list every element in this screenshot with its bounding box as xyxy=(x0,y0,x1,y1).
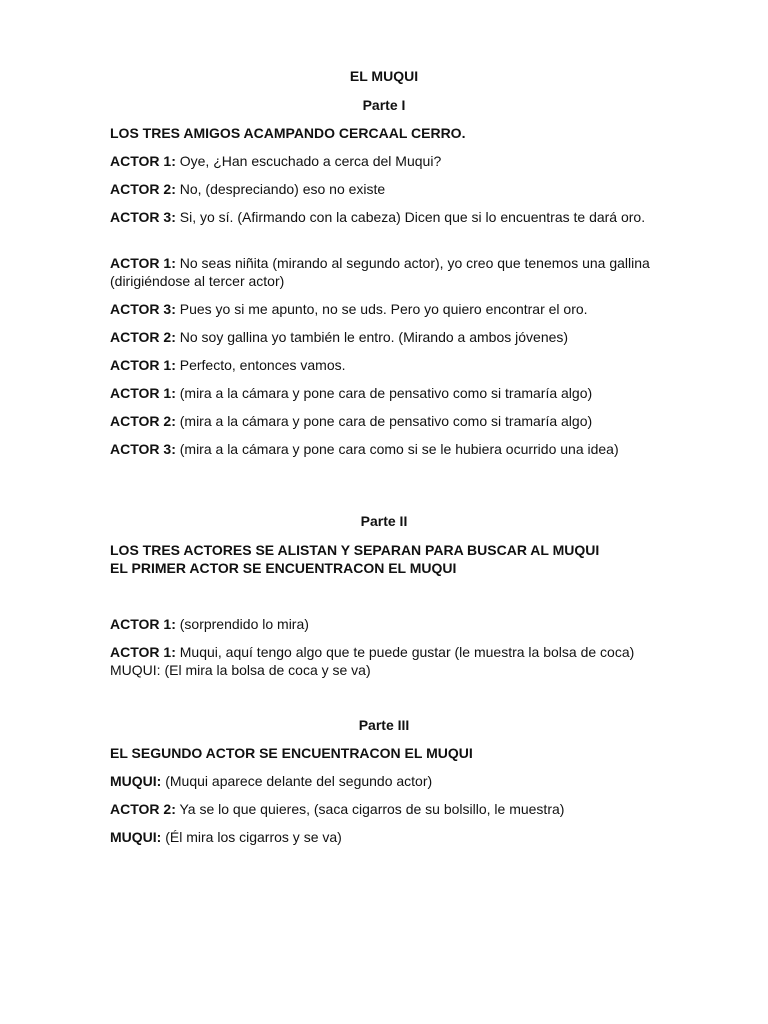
dialogue-line xyxy=(110,328,670,346)
dialogue-line xyxy=(110,180,670,198)
dialogue-text: Perfecto, entonces vamos. xyxy=(179,357,346,373)
dialogue-text: (Él mira los cigarros y se va) xyxy=(165,829,342,845)
dialogue-line xyxy=(110,254,670,290)
dialogue-line xyxy=(110,300,670,318)
dialogue-text: (mira a la cámara y pone cara como si se le hubiera ocurrido una idea) xyxy=(179,441,619,457)
dialogue-text: Ya se lo que quieres, (saca cigarros de su bolsillo, le muestra) xyxy=(179,801,565,817)
dialogue-text: (mira a la cámara y pone cara de pensativo como si tramaría algo) xyxy=(179,385,593,401)
dialogue-text: (Muqui aparece delante del segundo actor) xyxy=(165,773,433,789)
dialogue-text: No soy gallina yo también le entro. (Mirando a ambos jóvenes) xyxy=(179,329,569,345)
part-3-label: Parte III xyxy=(358,717,410,733)
speaker-label: ACTOR 1: xyxy=(110,255,176,271)
speaker-label: ACTOR 2: xyxy=(110,801,176,817)
speaker-label: ACTOR 2: xyxy=(110,413,176,429)
speaker-label: ACTOR 1: xyxy=(110,385,176,401)
dialogue-text: (mira a la cámara y pone cara de pensativo como si tramaría algo) xyxy=(179,413,593,429)
dialogue-line xyxy=(110,643,670,679)
speaker-label: ACTOR 1: xyxy=(110,357,176,373)
dialogue-line xyxy=(110,800,670,818)
dialogue-line xyxy=(110,356,670,374)
speaker-label: ACTOR 1: xyxy=(110,153,176,169)
speaker-label: ACTOR 2: xyxy=(110,329,176,345)
dialogue-line xyxy=(110,440,670,458)
part-2-label: Parte II xyxy=(360,513,408,529)
dialogue-line xyxy=(110,828,670,846)
dialogue-line xyxy=(110,208,670,226)
speaker-label: ACTOR 1: xyxy=(110,644,176,660)
speaker-label: ACTOR 3: xyxy=(110,209,176,225)
dialogue-line xyxy=(110,615,670,633)
dialogue-text: Oye, ¿Han escuchado a cerca del Muqui? xyxy=(179,153,442,169)
dialogue-text: No seas niñita (mirando al segundo actor), yo creo que tenemos una gallina (dirigiéndose al tercer actor) xyxy=(110,255,650,289)
dialogue-line xyxy=(110,384,670,402)
dialogue-text: Si, yo sí. (Afirmando con la cabeza) Dicen que si lo encuentras te dará oro. xyxy=(179,209,646,225)
dialogue-text: Pues yo si me apunto, no se uds. Pero yo quiero encontrar el oro. xyxy=(179,301,588,317)
document-title: EL MUQUI xyxy=(349,68,419,84)
dialogue-text: No, (despreciando) eso no existe xyxy=(179,181,386,197)
part-3-heading: EL SEGUNDO ACTOR SE ENCUENTRACON EL MUQUI xyxy=(110,745,473,761)
speaker-label: ACTOR 3: xyxy=(110,301,176,317)
part-2-heading: EL PRIMER ACTOR SE ENCUENTRACON EL MUQUI xyxy=(110,560,457,576)
speaker-label: MUQUI: xyxy=(110,773,162,789)
dialogue-line xyxy=(110,772,670,790)
part-1-label: Parte I xyxy=(362,97,406,113)
dialogue-line xyxy=(110,152,670,170)
dialogue-line xyxy=(110,412,670,430)
part-2-heading: LOS TRES ACTORES SE ALISTAN Y SEPARAN PARA BUSCAR AL MUQUI xyxy=(110,542,600,558)
speaker-label: ACTOR 3: xyxy=(110,441,176,457)
speaker-label: ACTOR 2: xyxy=(110,181,176,197)
dialogue-text: Muqui, aquí tengo algo que te puede gustar (le muestra la bolsa de coca) MUQUI: (El mira la bolsa de coca y se va) xyxy=(110,644,635,678)
part-1-heading: LOS TRES AMIGOS ACAMPANDO CERCAAL CERRO. xyxy=(110,125,466,141)
dialogue-text: (sorprendido lo mira) xyxy=(179,616,309,632)
speaker-label: MUQUI: xyxy=(110,829,162,845)
speaker-label: ACTOR 1: xyxy=(110,616,176,632)
